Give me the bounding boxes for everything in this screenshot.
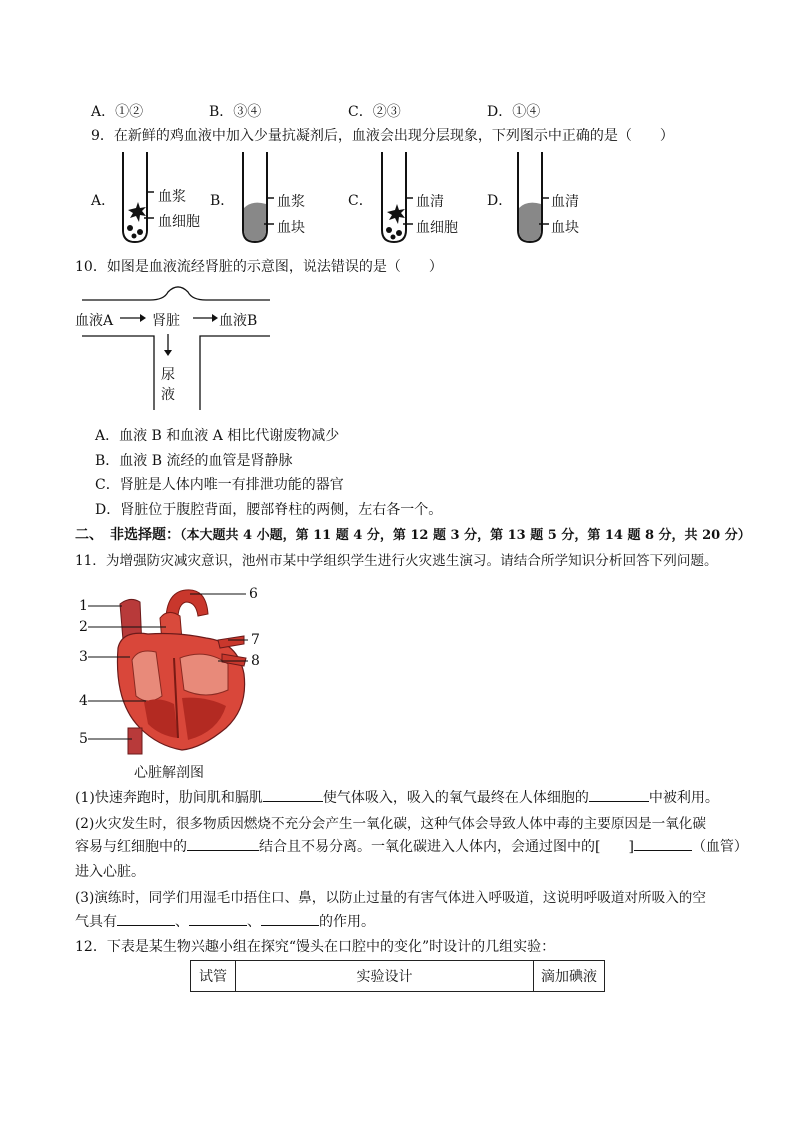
q9-option-a-letter: A． (91, 193, 116, 209)
q11-p2-text-b: 结合且不易分离。一氧化碳进入人体内，会通过图中的[ ] (259, 839, 634, 855)
table-header-row (191, 961, 605, 992)
test-tube-a-figure (118, 150, 158, 245)
q9-stem: 9．在新鲜的鸡血液中加入少量抗凝剂后，血液会出现分层现象，下列图示中正确的是（ ） (91, 128, 674, 144)
test-tube-d-figure (513, 150, 553, 245)
table-header-iodine: 滴加碘液 (534, 961, 605, 992)
heart-caption: 心脏解剖图 (134, 765, 204, 781)
q9-option-d-letter: D． (487, 193, 513, 209)
answer-blank[interactable] (263, 787, 323, 802)
q9-a-top-label: 血浆 (158, 189, 186, 205)
answer-blank[interactable] (117, 911, 175, 926)
q10-option-b: B．血液 B 流经的血管是肾静脉 (95, 453, 293, 469)
answer-blank[interactable] (634, 836, 692, 851)
heart-label-8: 8 (251, 653, 260, 669)
q9-b-bottom-label: 血块 (277, 220, 305, 236)
q10-option-a: A．血液 B 和血液 A 相比代谢废物减少 (95, 428, 340, 444)
experiment-table (190, 960, 605, 992)
answer-blank[interactable] (589, 787, 649, 802)
heart-label-4: 4 (79, 693, 88, 709)
q8-option-b: B．③④ (209, 104, 262, 120)
answer-blank[interactable] (189, 911, 247, 926)
q11-p2-text-c: （血管） (691, 839, 748, 855)
q11-part2-line3: 进入心脏。 (75, 864, 145, 880)
q12-stem: 12．下表是某生物兴趣小组在探究“馒头在口腔中的变化”时设计的几组实验： (75, 939, 556, 955)
q11-part3-line1: (3)演练时，同学们用湿毛巾捂住口、鼻，以防止过量的有害气体进入呼吸道，这说明呼吸道对所吸入的空 (75, 890, 706, 906)
q9-c-bottom-label: 血细胞 (416, 220, 458, 236)
kidney-label: 肾脏 (152, 313, 180, 329)
q10-option-d: D．肾脏位于腹腔背面，腰部脊柱的两侧，左右各一个。 (95, 502, 443, 518)
q11-part3-line2 (75, 911, 375, 931)
q11-stem: 11．为增强防灾减灾意识，池州市某中学组织学生进行火灾逃生演习。请结合所学知识分析回答下列问题。 (75, 553, 718, 569)
q9-d-top-label: 血清 (551, 194, 579, 210)
heart-label-2: 2 (79, 619, 88, 635)
section2-heading (75, 524, 751, 544)
heart-label-7: 7 (251, 632, 260, 648)
q11-p3-text-a: 气具有 (75, 914, 117, 930)
q9-d-bottom-label: 血块 (551, 220, 579, 236)
q9-option-b-letter: B． (210, 193, 235, 209)
kidney-flow-diagram (78, 280, 278, 415)
q11-p1-text-a: (1)快速奔跑时，肋间肌和膈肌 (75, 790, 263, 806)
urine-label-2: 液 (161, 387, 175, 403)
q11-part2-line2 (75, 836, 748, 856)
q11-p2-text-a: 容易与红细胞中的 (75, 839, 187, 855)
answer-blank[interactable] (261, 911, 319, 926)
urine-label-1: 尿 (161, 367, 175, 383)
table-header-tube: 试管 (191, 961, 236, 992)
q8-option-a: A．①② (91, 104, 144, 120)
heart-label-5: 5 (79, 731, 88, 747)
q11-p1-text-c: 中被利用。 (648, 790, 719, 806)
q11-part2-line1: (2)火灾发生时，很多物质因燃烧不充分会产生一氧化碳，这种气体会导致人体中毒的主要原因是一氧化碳 (75, 816, 706, 832)
section2-note: （本大题共 4 小题，第 11 题 4 分，第 12 题 3 分，第 13 题 5 分，第 14 题 8 分，共 20 分） (180, 528, 751, 543)
blood-b-label: 血液B (219, 313, 258, 329)
q9-option-c-letter: C． (348, 193, 373, 209)
section2-title: 二、 非选择题： (75, 527, 180, 543)
q10-option-c: C．肾脏是人体内唯一有排泄功能的器官 (95, 477, 344, 493)
q8-option-c: C．②③ (348, 104, 401, 120)
heart-label-3: 3 (79, 649, 88, 665)
q11-p3-sep-2: 、 (247, 914, 261, 930)
heart-label-6: 6 (249, 586, 258, 602)
test-tube-b-figure (238, 150, 278, 245)
q8-option-d: D．①④ (487, 104, 541, 120)
table-header-design: 实验设计 (236, 961, 534, 992)
heart-label-1: 1 (79, 598, 88, 614)
q11-p3-text-end: 的作用。 (319, 914, 375, 930)
q11-p3-sep-1: 、 (175, 914, 189, 930)
q11-part1 (75, 787, 719, 807)
q11-p1-text-b: 使气体吸入，吸入的氧气最终在人体细胞的 (322, 790, 589, 806)
q9-a-bottom-label: 血细胞 (158, 214, 200, 230)
q10-stem: 10．如图是血液流经肾脏的示意图，说法错误的是（ ） (75, 259, 443, 275)
blood-a-label: 血液A (75, 313, 114, 329)
q9-b-top-label: 血浆 (277, 194, 305, 210)
q9-c-top-label: 血清 (416, 194, 444, 210)
test-tube-c-figure (377, 150, 417, 245)
answer-blank[interactable] (187, 836, 259, 851)
heart-anatomy-figure (78, 578, 268, 758)
